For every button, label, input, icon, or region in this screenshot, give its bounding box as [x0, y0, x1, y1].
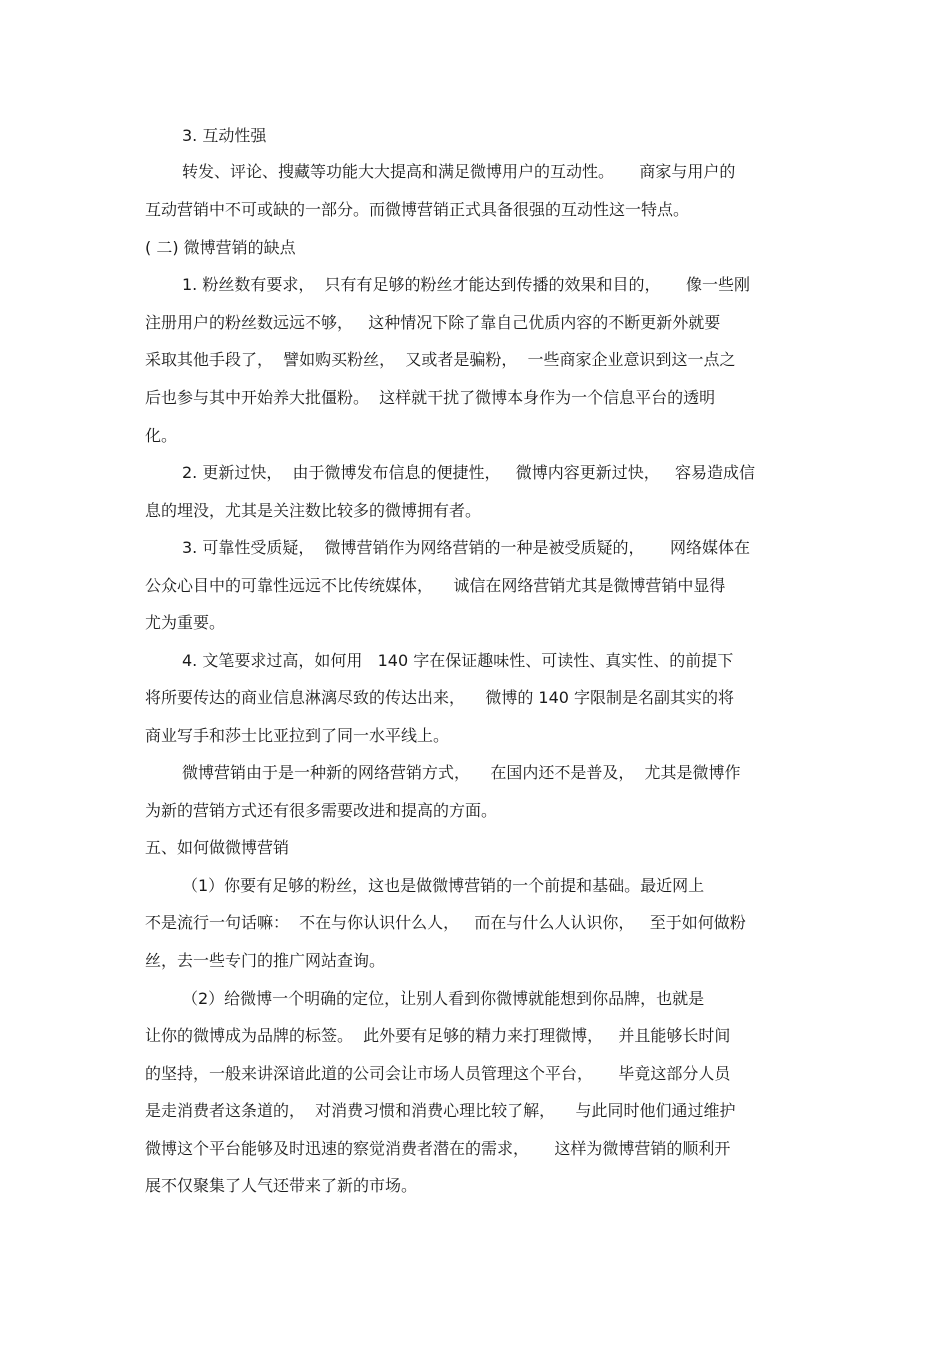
text-line: 转发、评论、搜藏等功能大大提高和满足微博用户的互动性。 商家与用户的	[182, 162, 736, 181]
text-line: （1）你要有足够的粉丝，这也是做微博营销的一个前提和基础。最近网上	[182, 876, 705, 895]
text-line: 微博这个平台能够及时迅速的察觉消费者潜在的需求， 这样为微博营销的顺利开	[145, 1139, 731, 1158]
text-line: 采取其他手段了， 譬如购买粉丝， 又或者是骗粉， 一些商家企业意识到这一点之	[145, 350, 736, 369]
text-line: 后也参与其中开始养大批僵粉。 这样就干扰了微博本身作为一个信息平台的透明	[145, 388, 716, 407]
text-line: 微博营销由于是一种新的网络营销方式， 在国内还不是普及， 尤其是微博作	[182, 763, 741, 782]
text-line: 展不仅聚集了人气还带来了新的市场。	[145, 1176, 418, 1195]
text-line: 为新的营销方式还有很多需要改进和提高的方面。	[145, 801, 498, 820]
text-line: 尤为重要。	[145, 613, 226, 632]
text-line: 1. 粉丝数有要求， 只有有足够的粉丝才能达到传播的效果和目的， 像一些刚	[182, 275, 750, 294]
text-line: 的坚持，一般来讲深谙此道的公司会让市场人员管理这个平台， 毕竟这部分人员	[145, 1064, 731, 1083]
text-line: 4. 文笔要求过高，如何用 140 字在保证趣味性、可读性、真实性、的前提下	[182, 651, 734, 670]
text-line: 3. 可靠性受质疑， 微博营销作为网络营销的一种是被受质疑的， 网络媒体在	[182, 538, 750, 557]
text-line: 息的埋没，尤其是关注数比较多的微博拥有者。	[145, 501, 482, 520]
text-line: 是走消费者这条道的， 对消费习惯和消费心理比较了解， 与此同时他们通过维护	[145, 1101, 736, 1120]
text-line: 将所要传达的商业信息淋漓尽致的传达出来， 微博的 140 字限制是名副其实的将	[145, 688, 735, 707]
text-line: 商业写手和莎士比亚拉到了同一水平线上。	[145, 726, 450, 745]
text-line: 让你的微博成为品牌的标签。 此外要有足够的精力来打理微博， 并且能够长时间	[145, 1026, 731, 1045]
heading-how-to: 五、如何做微博营销	[145, 838, 290, 857]
text-line: 2. 更新过快， 由于微博发布信息的便捷性， 微博内容更新过快， 容易造成信	[182, 463, 756, 482]
text-line: 互动营销中不可或缺的一部分。而微博营销正式具备很强的互动性这一特点。	[145, 200, 690, 219]
text-line: 丝，去一些专门的推广网站查询。	[145, 951, 386, 970]
text-line: （2）给微博一个明确的定位，让别人看到你微博就能想到你品牌，也就是	[182, 989, 705, 1008]
text-line: 化。	[145, 426, 178, 445]
text-line: 注册用户的粉丝数远远不够， 这种情况下除了靠自己优质内容的不断更新外就要	[145, 313, 721, 332]
text-line: 不是流行一句话嘛： 不在与你认识什么人， 而在与什么人认识你， 至于如何做粉	[145, 913, 746, 932]
text-line: 公众心目中的可靠性远远不比传统媒体， 诚信在网络营销尤其是微博营销中显得	[145, 576, 726, 595]
heading-disadvantages: ( 二) 微博营销的缺点	[145, 238, 296, 257]
heading-interactivity: 3. 互动性强	[182, 126, 267, 145]
